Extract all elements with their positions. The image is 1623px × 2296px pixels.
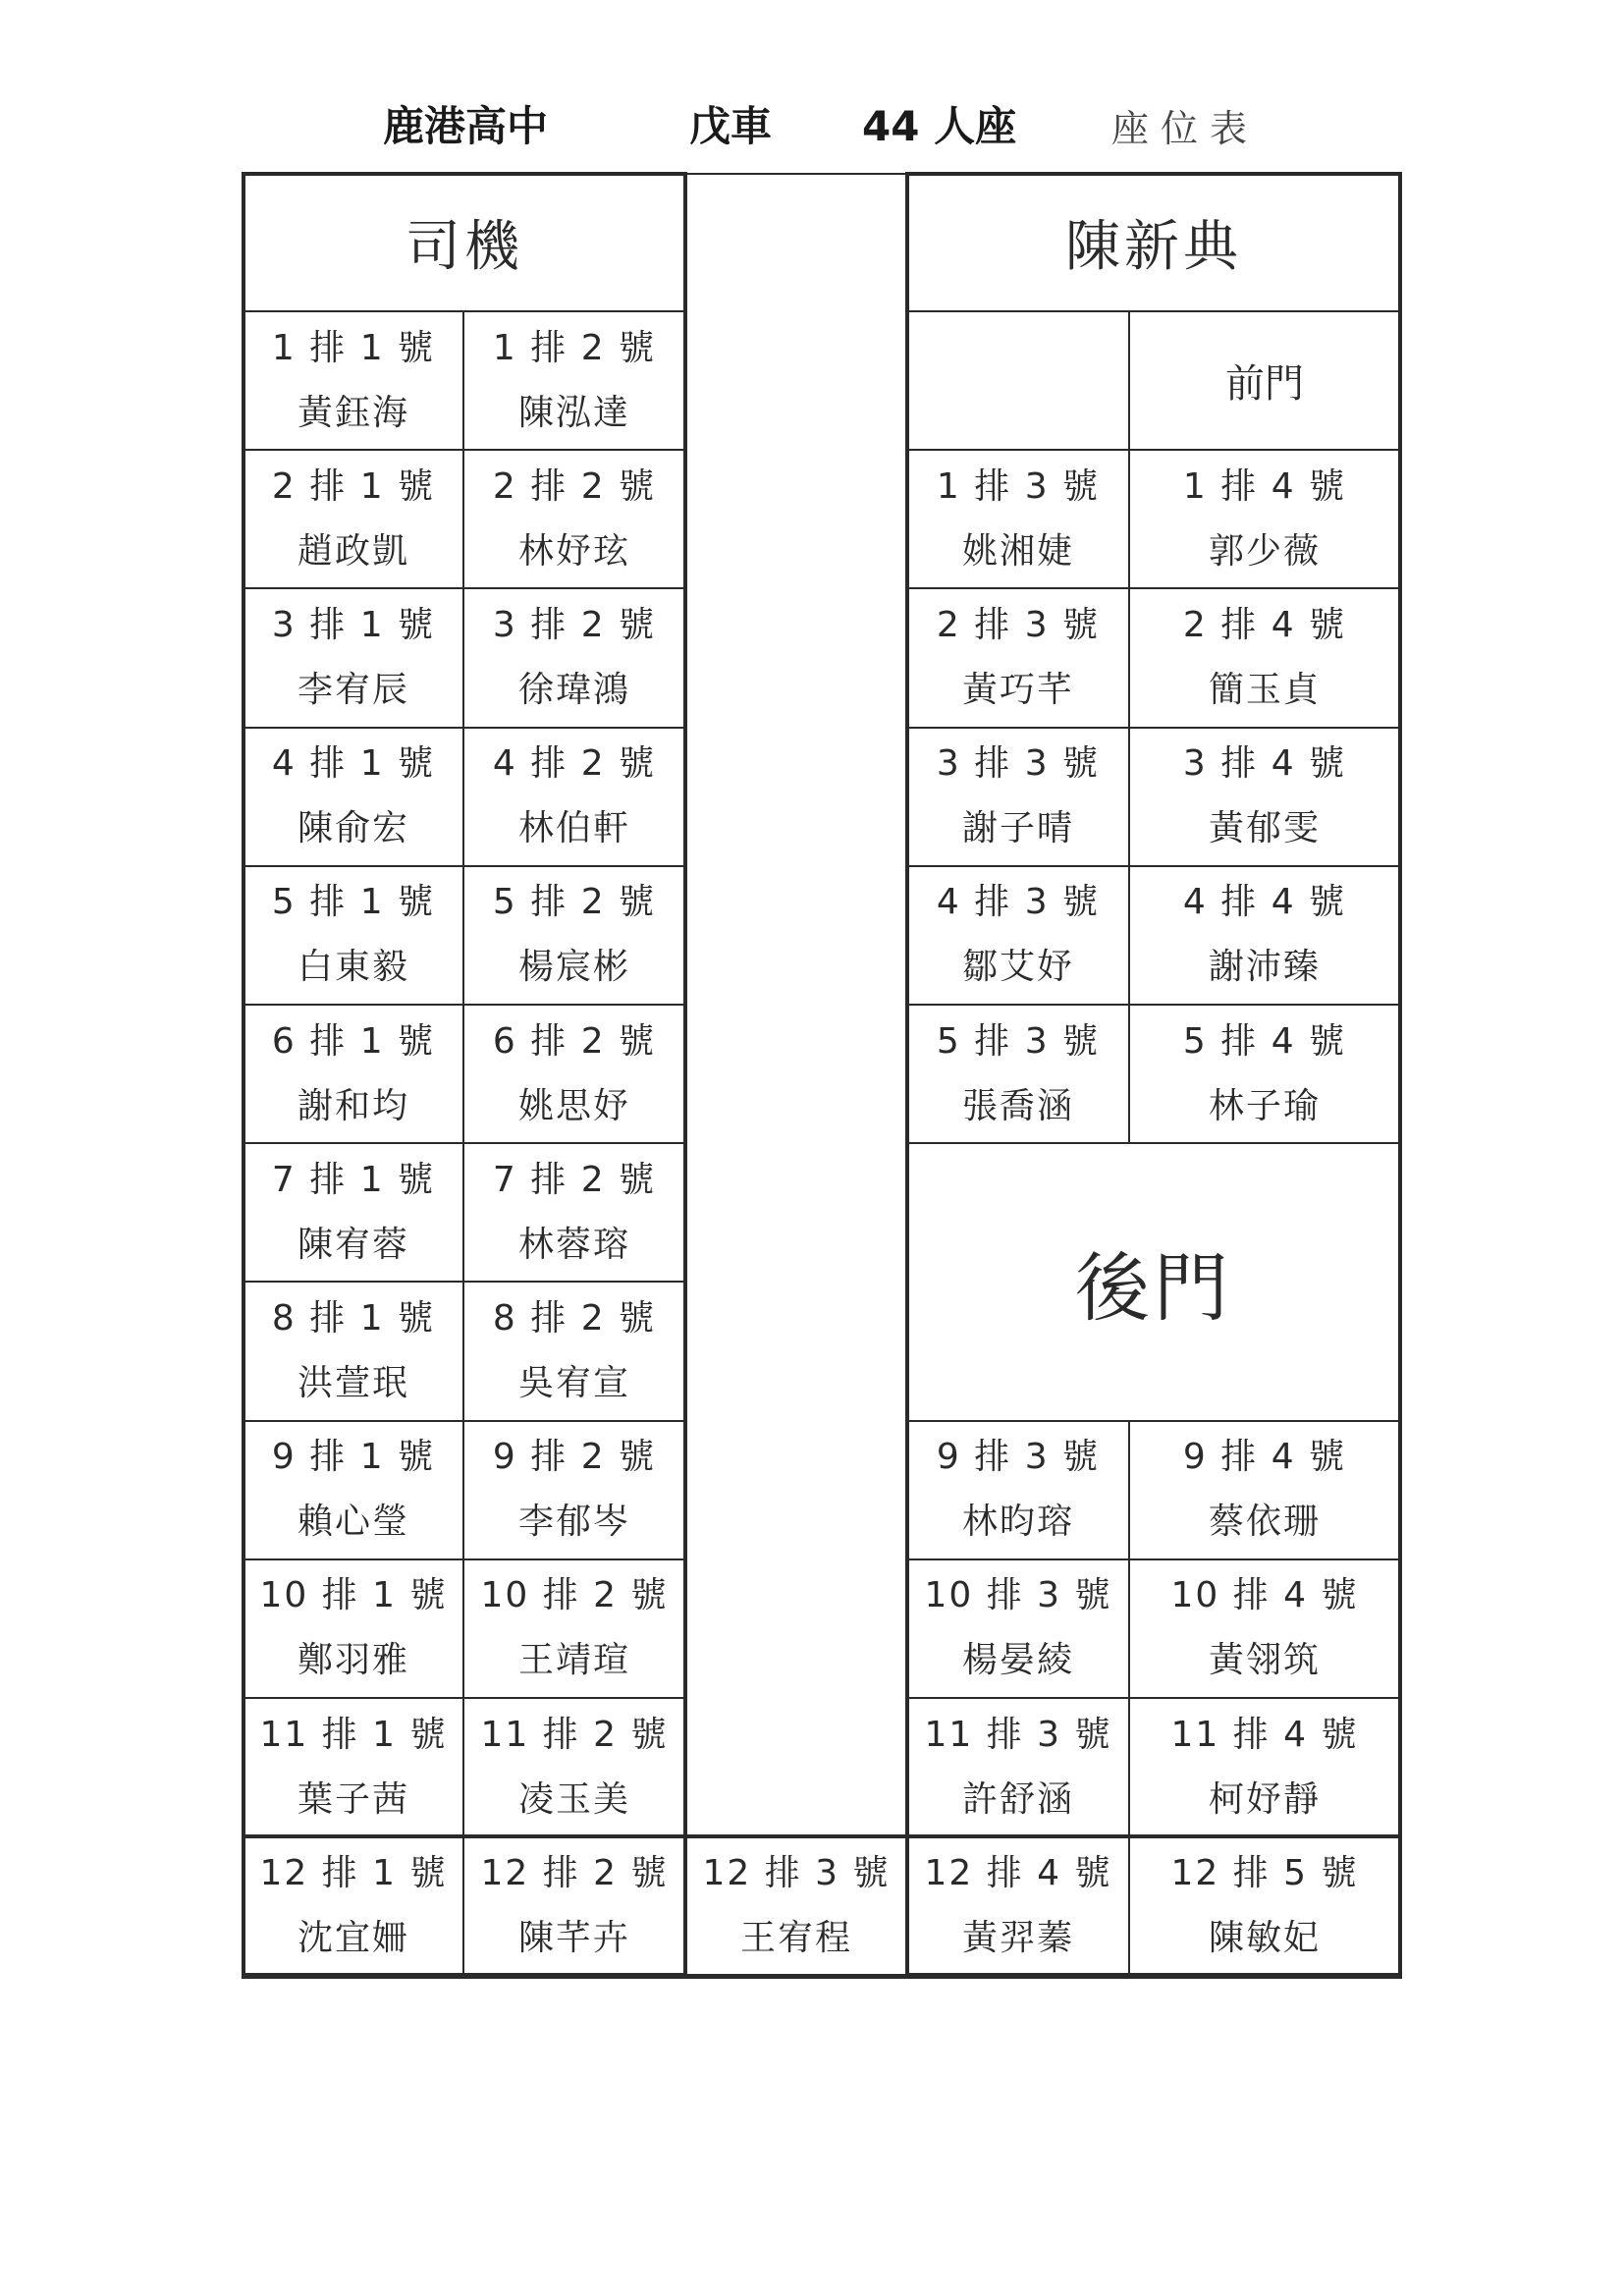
seat-label: 5 排 1 號 [271, 882, 436, 923]
seat-name: 陳敏妃 [1208, 1917, 1321, 1958]
seat-label: 7 排 1 號 [271, 1159, 436, 1200]
outer-frame [242, 172, 687, 1977]
seat-label: 10 排 3 號 [924, 1575, 1112, 1616]
seat-label: 8 排 1 號 [271, 1297, 436, 1339]
seat-label: 11 排 1 號 [259, 1714, 448, 1755]
seat-label: 1 排 4 號 [1182, 465, 1347, 507]
seat-name: 黃羿蓁 [961, 1917, 1074, 1958]
seat-name: 張喬涵 [961, 1085, 1074, 1126]
seat-name: 鄒艾妤 [961, 947, 1074, 988]
seat-name: 白東毅 [297, 947, 409, 988]
seat-name: 陳宥蓉 [297, 1224, 409, 1265]
seat-name: 林伯軒 [517, 808, 630, 849]
seat-name: 許舒涵 [961, 1778, 1074, 1820]
seat-label: 2 排 2 號 [492, 465, 657, 507]
seat-name: 徐瑋鴻 [517, 669, 630, 710]
seat-name: 李郁岑 [517, 1502, 630, 1543]
seat-label: 1 排 1 號 [271, 327, 436, 368]
document-type: 座位表 [1111, 107, 1260, 150]
seat-label: 11 排 4 號 [1170, 1714, 1359, 1755]
seat-label: 4 排 3 號 [936, 882, 1101, 923]
seat-name: 鄭羽雅 [297, 1640, 409, 1681]
seat-label: 10 排 1 號 [259, 1575, 448, 1616]
seat-name: 柯妤靜 [1208, 1778, 1321, 1820]
seat-label: 12 排 4 號 [924, 1852, 1112, 1893]
seat-name: 楊晏綾 [961, 1640, 1074, 1681]
seat-label: 9 排 2 號 [492, 1437, 657, 1478]
seat-name: 姚思妤 [517, 1085, 630, 1126]
seat-name: 林昀瑢 [961, 1502, 1074, 1543]
seat-name: 謝子晴 [961, 808, 1074, 849]
seat-label: 8 排 2 號 [492, 1297, 657, 1339]
seat-name: 林蓉瑢 [517, 1224, 630, 1265]
outer-frame [905, 172, 1402, 1977]
seat-name: 郭少薇 [1208, 530, 1321, 572]
seat-label: 12 排 2 號 [480, 1852, 669, 1893]
seat-name: 李宥辰 [297, 669, 409, 710]
seat-label: 7 排 2 號 [492, 1159, 657, 1200]
bus-capacity: 44 人座 [862, 102, 1017, 150]
seat-name: 賴心瑩 [297, 1502, 409, 1543]
seat-name: 黃巧芊 [961, 669, 1074, 710]
seat-name: 林妤玹 [517, 530, 630, 572]
seating-chart [243, 173, 1399, 1974]
seat-label: 2 排 4 號 [1182, 604, 1347, 645]
seat-name: 謝沛臻 [1208, 947, 1321, 988]
seat-label: 4 排 2 號 [492, 743, 657, 785]
aisle [684, 173, 908, 1837]
front-door-label: 前門 [1225, 361, 1304, 408]
seat-name: 謝和均 [297, 1085, 409, 1126]
seat-name: 王宥程 [739, 1917, 852, 1958]
last-row-frame [242, 1834, 1402, 1979]
seat-label: 3 排 2 號 [492, 604, 657, 645]
teacher-name: 陳新典 [1065, 215, 1242, 279]
seat-name: 陳泓達 [517, 392, 630, 433]
seat-name: 姚湘婕 [961, 530, 1074, 572]
seat-label: 1 排 3 號 [936, 465, 1101, 507]
seat-label: 3 排 1 號 [271, 604, 436, 645]
seat-name: 黃鈺海 [297, 392, 409, 433]
seat-label: 2 排 3 號 [936, 604, 1101, 645]
seat-label: 1 排 2 號 [492, 327, 657, 368]
seat-name: 葉子茜 [297, 1778, 409, 1820]
seat-name: 黃翎筑 [1208, 1640, 1321, 1681]
bus-name: 戊車 [689, 102, 773, 150]
seat-label: 10 排 4 號 [1170, 1575, 1359, 1616]
seat-label: 3 排 4 號 [1182, 743, 1347, 785]
school-name: 鹿港高中 [383, 102, 549, 150]
seat-name: 陳俞宏 [297, 808, 409, 849]
seat-name: 沈宜姍 [297, 1917, 409, 1958]
seat-label: 11 排 2 號 [480, 1714, 669, 1755]
seat-label: 3 排 3 號 [936, 743, 1101, 785]
seat-label: 6 排 1 號 [271, 1020, 436, 1062]
seat-label: 4 排 1 號 [271, 743, 436, 785]
seat-name: 簡玉貞 [1208, 669, 1321, 710]
seat-name: 洪萱珉 [297, 1362, 409, 1403]
seat-name: 黃郁雯 [1208, 808, 1321, 849]
seat-label: 5 排 3 號 [936, 1020, 1101, 1062]
driver-label: 司機 [406, 215, 523, 279]
seat-label: 11 排 3 號 [924, 1714, 1112, 1755]
seat-name: 趙政凱 [297, 530, 409, 572]
seat-label: 12 排 1 號 [259, 1852, 448, 1893]
seat-name: 林子瑜 [1208, 1085, 1321, 1126]
seat-label: 9 排 4 號 [1182, 1437, 1347, 1478]
seat-label: 5 排 2 號 [492, 882, 657, 923]
seat-label: 9 排 3 號 [936, 1437, 1101, 1478]
seat-name: 楊宸彬 [517, 947, 630, 988]
seat-name: 凌玉美 [517, 1778, 630, 1820]
seat-label: 12 排 3 號 [702, 1852, 891, 1893]
seat-name: 陳芊卉 [517, 1917, 630, 1958]
seat-label: 12 排 5 號 [1170, 1852, 1359, 1893]
seat-name: 蔡依珊 [1208, 1502, 1321, 1543]
seat-label: 4 排 4 號 [1182, 882, 1347, 923]
seat-label: 5 排 4 號 [1182, 1020, 1347, 1062]
seat-label: 6 排 2 號 [492, 1020, 657, 1062]
seat-label: 10 排 2 號 [480, 1575, 669, 1616]
seat-name: 吳宥宣 [517, 1362, 630, 1403]
seat-label: 9 排 1 號 [271, 1437, 436, 1478]
seat-name: 王靖瑄 [517, 1640, 630, 1681]
seat-label: 2 排 1 號 [271, 465, 436, 507]
back-door-label: 後門 [1075, 1243, 1232, 1332]
